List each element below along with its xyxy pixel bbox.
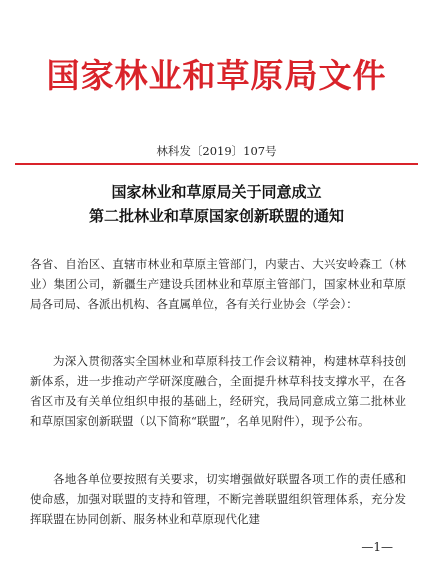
red-divider-line — [15, 163, 418, 165]
recipients-paragraph: 各省、自治区、直辖市林业和草原主管部门，内蒙古、大兴安岭森工（林业）集团公司，新疆生产建设兵团林业和草原主管部门，国家林业和草原局各司局、各派出机构、各直属单位，各有关行业协会（学会）： — [30, 257, 406, 311]
body-paragraph-2: 各地各单位要按照有关要求，切实增强做好联盟各项工作的责任感和使命感，加强对联盟的支持和管理，不断完善联盟组织管理体系，充分发挥联盟在协同创新、服务林业和草原现代化建 — [30, 472, 406, 526]
document-number: 林科发〔2019〕107号 — [156, 144, 277, 158]
document-masthead: 国家林业和草原局文件 — [46, 56, 387, 95]
document-title-line-2: 第二批林业和草原国家创新联盟的通知 — [88, 207, 344, 225]
body-paragraph-1: 为深入贯彻落实全国林业和草原科技工作会议精神，构建林草科技创新体系，进一步推动产学研深度融合，全面提升林草科技支撑水平，在各省区市及有关单位组织申报的基础上，经研究，我局同意成立第二批林业和草原国家创新联盟（以下简称“联盟”，名单见附件），现予公布。 — [30, 354, 406, 428]
page-number: —1— — [361, 540, 393, 554]
document-title-line-1: 国家林业和草原局关于同意成立 — [111, 183, 322, 201]
